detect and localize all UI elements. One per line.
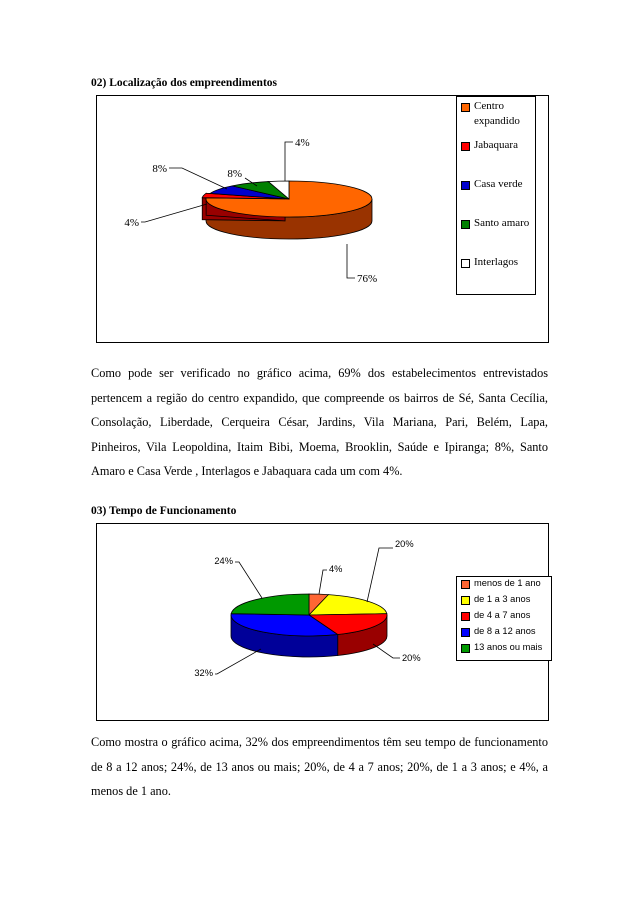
pie0-leader-4 (285, 142, 293, 181)
legend-label-1-4: 13 anos ou mais (474, 642, 543, 652)
legend-swatch-1-4 (461, 644, 470, 653)
pie0-leader-0 (347, 244, 355, 278)
pie1-leader-4 (235, 562, 262, 598)
legend-label-1-3: de 8 a 12 anos (474, 626, 536, 636)
legend-swatch-1-3 (461, 628, 470, 637)
pie1-data-label-0: 4% (329, 564, 343, 574)
pie1-leader-3 (215, 649, 261, 674)
legend-swatch-0-1 (461, 142, 470, 151)
legend-swatch-1-1 (461, 596, 470, 605)
pie-tops (231, 594, 387, 636)
legend-swatch-1-2 (461, 612, 470, 621)
legend-label-0-0: Centro expandido (474, 100, 520, 127)
paragraph-localizacao: Como pode ser verificado no gráfico acima, 69% dos estabelecimentos entrevistados pertencem a região do centro expandido, que compreende os bairros de Sé, Santa Cecília, Consolação, Liberdade, Cerqueira César, Jardins, Vila Mariana, Pari, Belém, Lapa, Pinheiros, Vila Leopoldina, Itaim Bibi, Moema, Brooklin, Saúde e Ipiranga; 8%, Santo Amaro e Casa Verde , Interlagos e Jabaquara cada um com 4%. (91, 366, 548, 479)
pie0-data-label-2: 8% (152, 163, 167, 175)
legend-swatch-0-0 (461, 103, 470, 112)
section-heading-localizacao: 02) Localização dos empreendimentos (91, 77, 278, 89)
pie-chart-tempo (96, 523, 549, 721)
pie0-data-label-3: 8% (227, 168, 242, 180)
chart-legend-tempo (456, 576, 552, 661)
legend-swatch-1-0 (461, 580, 470, 589)
legend-label-1-2: de 4 a 7 anos (474, 610, 531, 620)
legend-label-1-1: de 1 a 3 anos (474, 594, 531, 604)
section-heading-tempo: 03) Tempo de Funcionamento (91, 505, 237, 517)
legend-label-0-4: Interlagos (474, 256, 518, 268)
legend-swatch-0-3 (461, 220, 470, 229)
pie1-data-label-3: 32% (194, 668, 213, 678)
legend-label-0-3: Santo amaro (474, 217, 530, 229)
legend-label-1-0: menos de 1 ano (474, 578, 541, 588)
pie1-slice-4 (231, 594, 309, 615)
pie1-data-label-4: 24% (214, 556, 233, 566)
pie0-data-label-4: 4% (295, 137, 310, 149)
legend-swatch-0-2 (461, 181, 470, 190)
pie1-leader-0 (319, 570, 327, 594)
pie1-data-label-2: 20% (402, 653, 421, 663)
pie0-data-label-1: 4% (124, 217, 139, 229)
pie0-leader-2 (169, 168, 227, 189)
pie1-leader-1 (367, 548, 393, 602)
pie0-data-label-0: 76% (357, 273, 378, 285)
pie0-leader-1 (141, 204, 207, 222)
paragraph-tempo: Como mostra o gráfico acima, 32% dos empreendimentos têm seu tempo de funcionamento de 8 a 12 anos; 24%, de 13 anos ou mais; 20%, de 4 a 7 anos; 20%, de 1 a 3 anos; e 4%, a menos de 1 ano. (91, 735, 548, 799)
pie-chart-localizacao (96, 95, 549, 343)
legend-label-0-1: Jabaquara (474, 139, 518, 151)
chart-legend-localizacao (456, 96, 536, 295)
legend-swatch-0-4 (461, 259, 470, 268)
pie1-data-label-1: 20% (395, 539, 414, 549)
legend-label-0-2: Casa verde (474, 178, 523, 190)
